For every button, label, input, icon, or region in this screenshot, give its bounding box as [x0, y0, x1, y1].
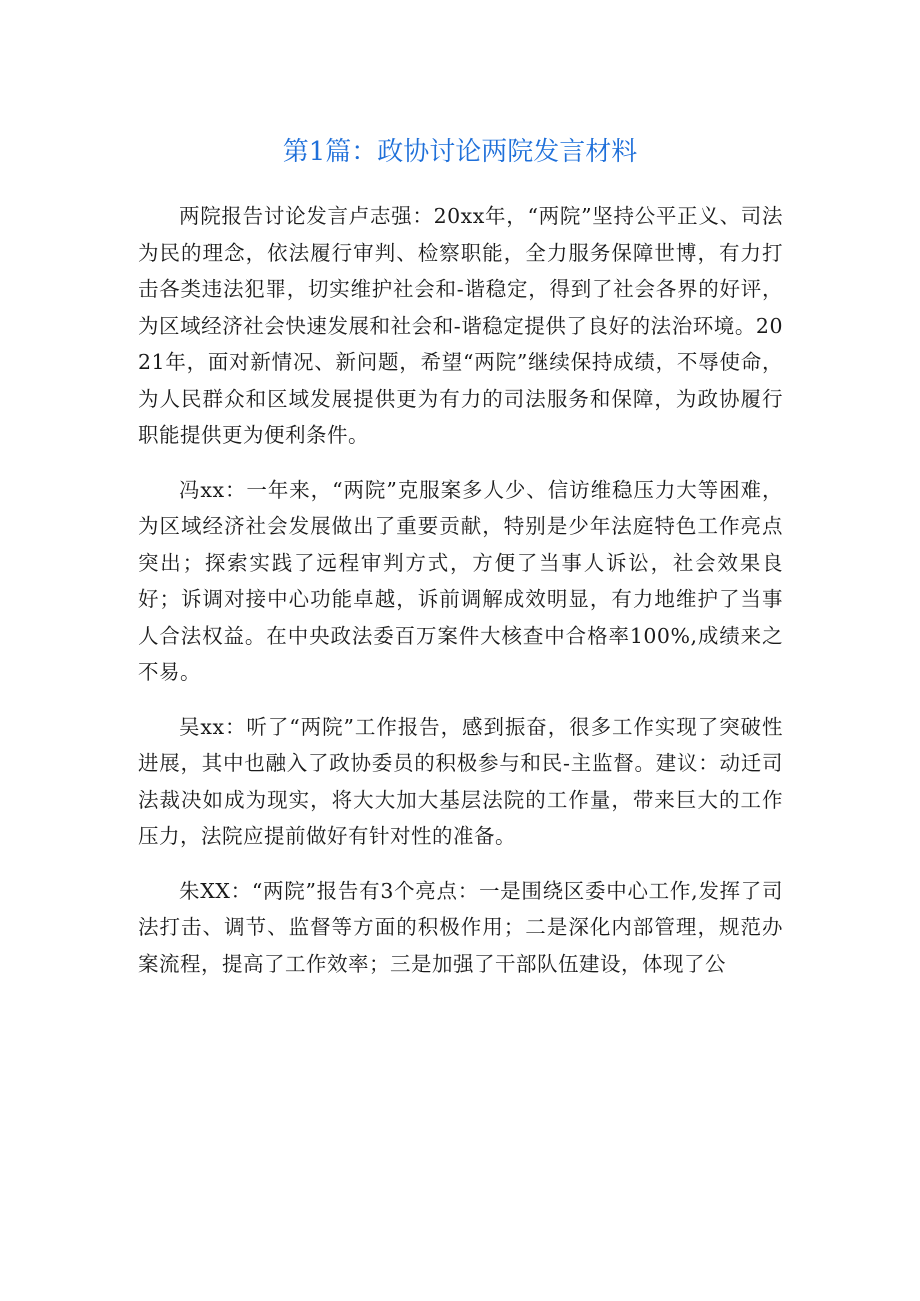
paragraph-3: 吴xx：听了“两院”工作报告，感到振奋，很多工作实现了突破性进展，其中也融入了政协委员的积极参与和民-主监督。建议：动迁司法裁决如成为现实，将大大加大基层法院的工作量，带来巨大的工作压力，法院应提前做好有针对性的准备。	[138, 714, 783, 848]
document-title: 第1篇：政协讨论两院发言材料	[282, 137, 638, 167]
paragraph-4: 朱XX：“两院”报告有3个亮点：一是围绕区委中心工作,发挥了司法打击、调节、监督等方面的积极作用；二是深化内部管理，规范办案流程，提高了工作效率；三是加强了干部队伍建设，体现了公	[138, 878, 783, 976]
paragraph-2: 冯xx：一年来，“两院”克服案多人少、信访维稳压力大等困难，为区域经济社会发展做出了重要贡献，特别是少年法庭特色工作亮点突出；探索实践了远程审判方式，方便了当事人诉讼，社会效果良好；诉调对接中心功能卓越，诉前调解成效明显，有力地维护了当事人合法权益。在中央政法委百万案件大核查中合格率100%,成绩来之不易。	[138, 477, 783, 684]
paragraph-1: 两院报告讨论发言卢志强：20xx年，“两院”坚持公平正义、司法为民的理念，依法履行审判、检察职能，全力服务保障世博，有力打击各类违法犯罪，切实维护社会和-谐稳定，得到了社会各界的好评，为区域经济社会快速发展和社会和-谐稳定提供了良好的法治环境。2021年，面对新情况、新问题，希望“两院”继续保持成绩，不辱使命，为人民群众和区域发展提供更为有力的司法服务和保障，为政协履行职能提供更为便利条件。	[138, 204, 783, 447]
document-body	[138, 198, 783, 1000]
